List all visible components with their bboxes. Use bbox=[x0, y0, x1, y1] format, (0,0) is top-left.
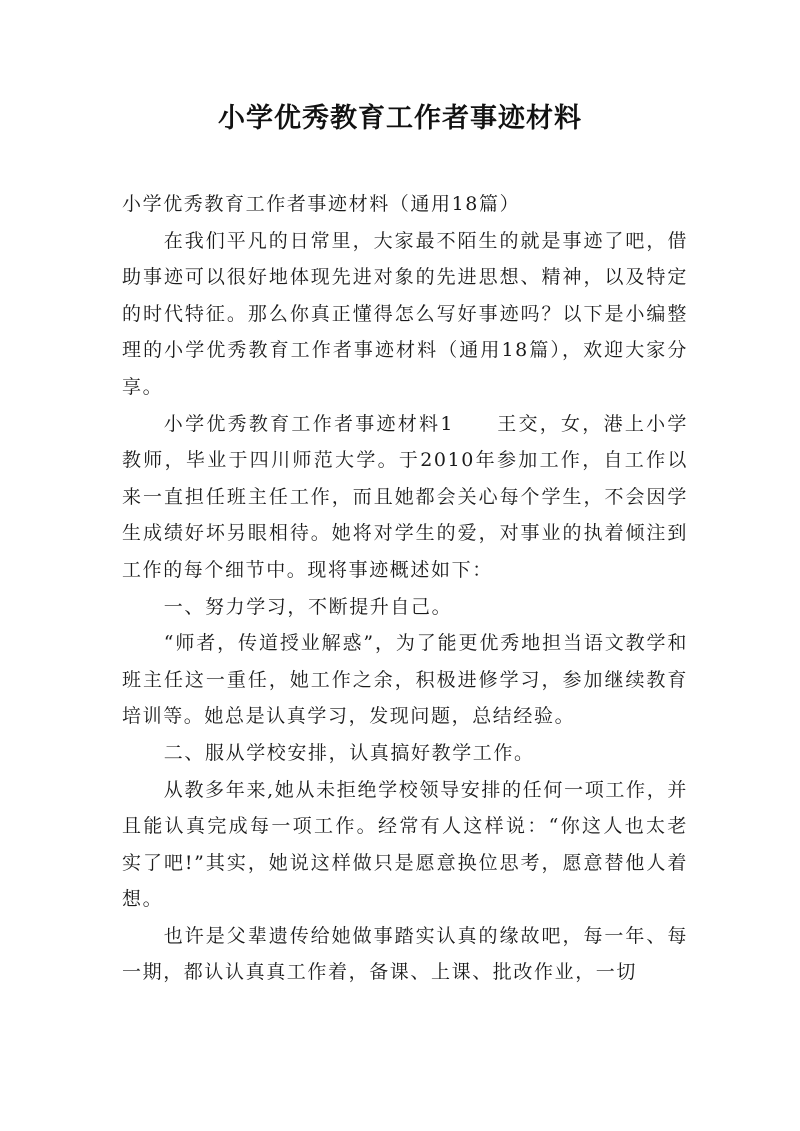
point-2-heading: 二、服从学校安排，认真搞好教学工作。 bbox=[163, 741, 535, 764]
intro-paragraph: 在我们平凡的日常里，大家最不陌生的就是事迹了吧，借助事迹可以很好地体现先进对象的先进思想、精神，以及特定的时代特征。那么你真正懂得怎么写好事迹吗？以下是小编整理的小学优秀教育工作者事迹材料（通用18篇），欢迎大家分享。 bbox=[122, 229, 688, 398]
section-1-paragraph: 小学优秀教育工作者事迹材料1 王交，女，港上小学教师，毕业于四川师范大学。于2010年参加工作，自工作以来一直担任班主任工作，而且她都会关心每个学生，不会因学生成绩好坏另眼相待。她将对学生的爱，对事业的执着倾注到工作的每个细节中。现将事迹概述如下： bbox=[122, 412, 688, 581]
subtitle-paragraph: 小学优秀教育工作者事迹材料（通用18篇） bbox=[122, 193, 521, 215]
point-2-paragraph: 从教多年来,她从未拒绝学校领导安排的任何一项工作，并且能认真完成每一项工作。经常有人这样说：“你这人也太老实了吧!”其实，她说这样做只是愿意换位思考，愿意替他人着想。 bbox=[122, 778, 688, 911]
document-title: 小学优秀教育工作者事迹材料 bbox=[218, 103, 582, 134]
point-1-paragraph: “师者，传道授业解惑”，为了能更优秀地担当语文教学和班主任这一重任，她工作之余，积极进修学习，参加继续教育培训等。她总是认真学习，发现问题，总结经验。 bbox=[122, 632, 688, 728]
document-body bbox=[122, 186, 688, 991]
point-1-heading: 一、努力学习，不断提升自己。 bbox=[163, 595, 453, 618]
point-2-continued-paragraph: 也许是父辈遗传给她做事踏实认真的缘故吧，每一年、每一期，都认认真真工作着，备课、上课、批改作业，一切 bbox=[122, 924, 688, 984]
